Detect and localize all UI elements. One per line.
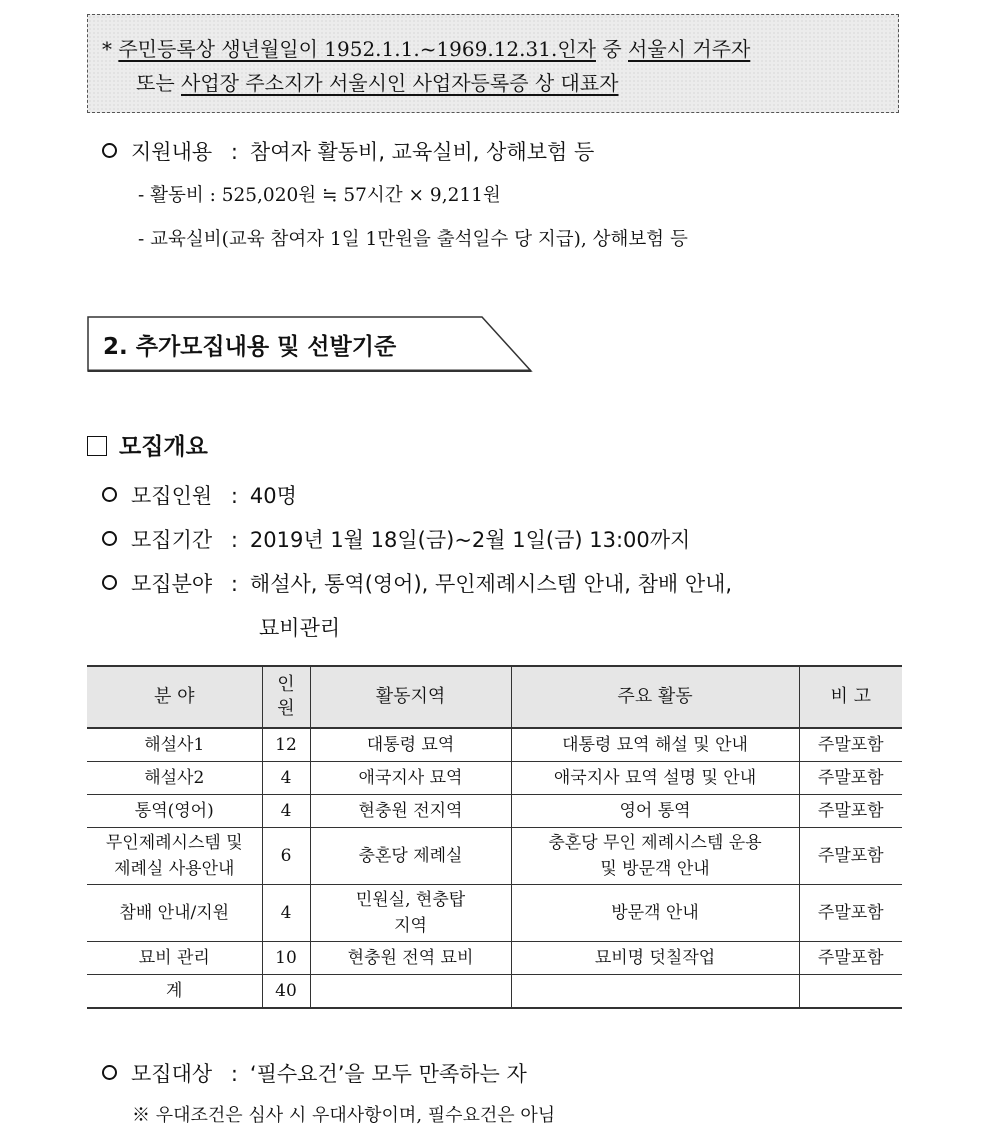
circle-bullet-icon [102, 487, 117, 502]
recruit-count-value: 40명 [249, 484, 297, 508]
cell-field-l1: 무인제례시스템 및 [105, 833, 243, 853]
cell-activity: 방문객 안내 [511, 885, 799, 942]
cell-field: 해설사1 [87, 728, 262, 762]
cell-note: 주말포함 [799, 728, 902, 762]
cell-count: 6 [262, 828, 310, 885]
cell-activity: 애국지사 묘역 설명 및 안내 [511, 762, 799, 795]
cell-note: 주말포함 [799, 762, 902, 795]
header-note: 비 고 [799, 666, 902, 728]
cell-field: 해설사2 [87, 762, 262, 795]
recruit-period-label: 모집기간 [131, 528, 213, 552]
header-count-l1: 인 [277, 674, 295, 695]
table-row [87, 762, 902, 795]
section-heading [87, 316, 533, 372]
recruit-period-row [102, 524, 690, 554]
recruit-field-value-cont: 묘비관리 [259, 616, 341, 640]
cell-note: 주말포함 [799, 885, 902, 942]
recruit-field-sep: : [230, 572, 238, 596]
recruit-field-value: 해설사, 통역(영어), 무인제례시스템 안내, 참배 안내, [249, 572, 733, 596]
cell-count: 4 [262, 762, 310, 795]
cell-area [310, 885, 511, 942]
support-sep: : [230, 140, 238, 164]
cell-area: 현충원 전지역 [310, 795, 511, 828]
cell-note: 주말포함 [799, 795, 902, 828]
header-count-l2: 원 [277, 698, 295, 719]
total-label: 계 [87, 975, 262, 1009]
table-row [87, 942, 902, 975]
table-header-row [87, 666, 902, 728]
recruit-table [87, 665, 902, 1009]
circle-bullet-icon [102, 143, 117, 158]
cell-area-l2: 지역 [394, 916, 427, 936]
recruit-count-row [102, 480, 297, 510]
recruit-target-row [102, 1058, 527, 1088]
table-total-row [87, 975, 902, 1009]
recruit-period-sep: : [230, 528, 238, 552]
circle-bullet-icon [102, 575, 117, 590]
section-title: 2. 추가모집내용 및 선발기준 [103, 334, 397, 360]
header-field: 분 야 [87, 666, 262, 728]
total-empty-note [799, 975, 902, 1009]
cell-activity: 영어 통역 [511, 795, 799, 828]
square-bullet-icon [87, 436, 107, 456]
cell-field [87, 828, 262, 885]
table-row [87, 885, 902, 942]
notice-bullet: * [102, 37, 112, 61]
target-value: ‘필수요건’을 모두 만족하는 자 [249, 1062, 527, 1086]
notice-connector: 중 [595, 37, 629, 61]
support-label: 지원내용 [131, 140, 213, 164]
recruit-field-label: 모집분야 [131, 572, 213, 596]
cell-field: 참배 안내/지원 [87, 885, 262, 942]
recruit-field-row [102, 568, 732, 598]
business-owner-condition: 사업장 주소지가 서울시인 사업자등록증 상 대표자 [181, 71, 619, 95]
target-label: 모집대상 [131, 1062, 213, 1086]
cell-field-l2: 제례실 사용안내 [114, 859, 235, 879]
cell-field: 통역(영어) [87, 795, 262, 828]
circle-bullet-icon [102, 531, 117, 546]
cell-count: 10 [262, 942, 310, 975]
support-item-education: - 교육실비(교육 참여자 1일 1만원을 출석일수 당 지급), 상해보험 등 [138, 229, 688, 250]
target-sep: : [230, 1062, 238, 1086]
birthdate-condition: 주민등록상 생년월일이 1952.1.1.~1969.12.31.인자 [118, 37, 596, 61]
notice-or: 또는 [136, 71, 181, 95]
overview-title: 모집개요 [119, 434, 208, 460]
cell-area: 애국지사 묘역 [310, 762, 511, 795]
cell-count: 4 [262, 795, 310, 828]
support-item-activity: - 활동비 : 525,020원 ≒ 57시간 × 9,211원 [138, 185, 501, 206]
header-area: 활동지역 [310, 666, 511, 728]
cell-area: 현충원 전역 묘비 [310, 942, 511, 975]
total-empty-area [310, 975, 511, 1009]
table-row [87, 828, 902, 885]
support-value: 참여자 활동비, 교육실비, 상해보험 등 [249, 140, 595, 164]
overview-heading [87, 428, 208, 461]
notice-line-1 [102, 32, 898, 66]
total-empty-activity [511, 975, 799, 1009]
cell-field: 묘비 관리 [87, 942, 262, 975]
table-row [87, 728, 902, 762]
cell-note: 주말포함 [799, 942, 902, 975]
cell-count: 12 [262, 728, 310, 762]
cell-area: 대통령 묘역 [310, 728, 511, 762]
target-note: ※ 우대조건은 심사 시 우대사항이며, 필수요건은 아님 [132, 1105, 556, 1126]
table-row [87, 795, 902, 828]
cell-activity-l1: 충혼당 무인 제례시스템 운용 [548, 833, 762, 853]
cell-count: 4 [262, 885, 310, 942]
cell-area: 충혼당 제례실 [310, 828, 511, 885]
cell-activity: 묘비명 덧칠작업 [511, 942, 799, 975]
cell-area-l1: 민원실, 현충탑 [355, 890, 466, 910]
recruit-period-value: 2019년 1월 18일(금)~2월 1일(금) 13:00까지 [249, 528, 691, 552]
notice-line-2 [102, 66, 898, 100]
cell-activity-l2: 및 방문객 안내 [600, 859, 710, 879]
circle-bullet-icon [102, 1065, 117, 1080]
cell-note: 주말포함 [799, 828, 902, 885]
seoul-resident-condition: 서울시 거주자 [628, 37, 751, 61]
cell-activity: 대통령 묘역 해설 및 안내 [511, 728, 799, 762]
recruit-count-sep: : [230, 484, 238, 508]
eligibility-notice [87, 14, 899, 113]
recruit-count-label: 모집인원 [131, 484, 213, 508]
support-row [102, 136, 594, 166]
header-activity: 주요 활동 [511, 666, 799, 728]
cell-activity [511, 828, 799, 885]
total-count: 40 [262, 975, 310, 1009]
header-count [262, 666, 310, 728]
